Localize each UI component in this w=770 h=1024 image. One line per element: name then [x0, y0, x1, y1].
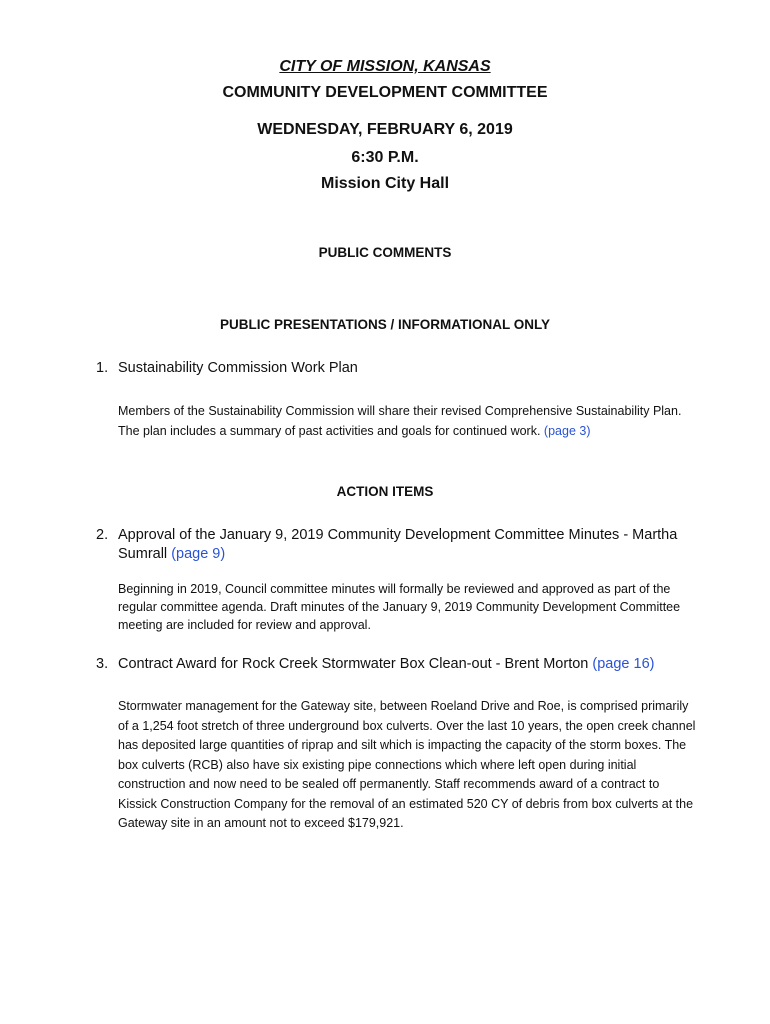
item-1-description — [118, 401, 698, 441]
item-3-description: Stormwater management for the Gateway site, between Roeland Drive and Roe, is comprised primarily of a 1,254 foot stretch of three underground box culverts. Over the last 10 years, the open creek channel has deposited large quantities of riprap and silt which is impacting the capacity of the storm boxes. The box culverts (RCB) also have six existing pipe connections which where left open during initial construction and now need to be sealed off permanently. Staff recommends award of a contract to Kissick Construction Company for the removal of an estimated 520 CY of debris from box culverts at the Gateway site in an amount not to exceed $179,921. — [118, 699, 696, 830]
item-description-text: Members of the Sustainability Commission will share their revised Comprehensive Sustainability Plan. The plan includes a summary of past activities and goals for continued work. — [118, 404, 682, 438]
section-public-comments: PUBLIC COMMENTS — [318, 245, 452, 260]
page-link[interactable]: (page 16) — [592, 656, 655, 672]
city-title: CITY OF MISSION, KANSAS — [279, 58, 491, 75]
item-number: 3. — [96, 656, 109, 672]
item-title: Approval of the January 9, 2019 Community Development Committee Minutes - Martha Sumrall — [118, 527, 678, 562]
meeting-date: WEDNESDAY, FEBRUARY 6, 2019 — [257, 121, 513, 138]
section-action-items: ACTION ITEMS — [336, 484, 434, 499]
item-title-block — [118, 655, 698, 674]
item-number: 1. — [96, 360, 109, 376]
page-link[interactable]: (page 3) — [543, 424, 591, 438]
item-title: Sustainability Commission Work Plan — [118, 360, 358, 376]
meeting-location: Mission City Hall — [320, 175, 450, 192]
meeting-time: 6:30 P.M. — [351, 149, 419, 166]
item-title-block — [118, 526, 698, 564]
item-number: 2. — [96, 527, 109, 543]
item-title: Contract Award for Rock Creek Stormwater Box Clean-out - Brent Morton — [118, 656, 589, 672]
item-2-description: Beginning in 2019, Council committee minutes will formally be reviewed and approved as part of the regular committee agenda. Draft minutes of the January 9, 2019 Community Development Committee meeting are included for review and approval. — [118, 582, 681, 632]
page-link[interactable]: (page 9) — [171, 546, 226, 562]
committee-title: COMMUNITY DEVELOPMENT COMMITTEE — [222, 84, 548, 101]
section-presentations: PUBLIC PRESENTATIONS / INFORMATIONAL ONLY — [219, 317, 550, 332]
